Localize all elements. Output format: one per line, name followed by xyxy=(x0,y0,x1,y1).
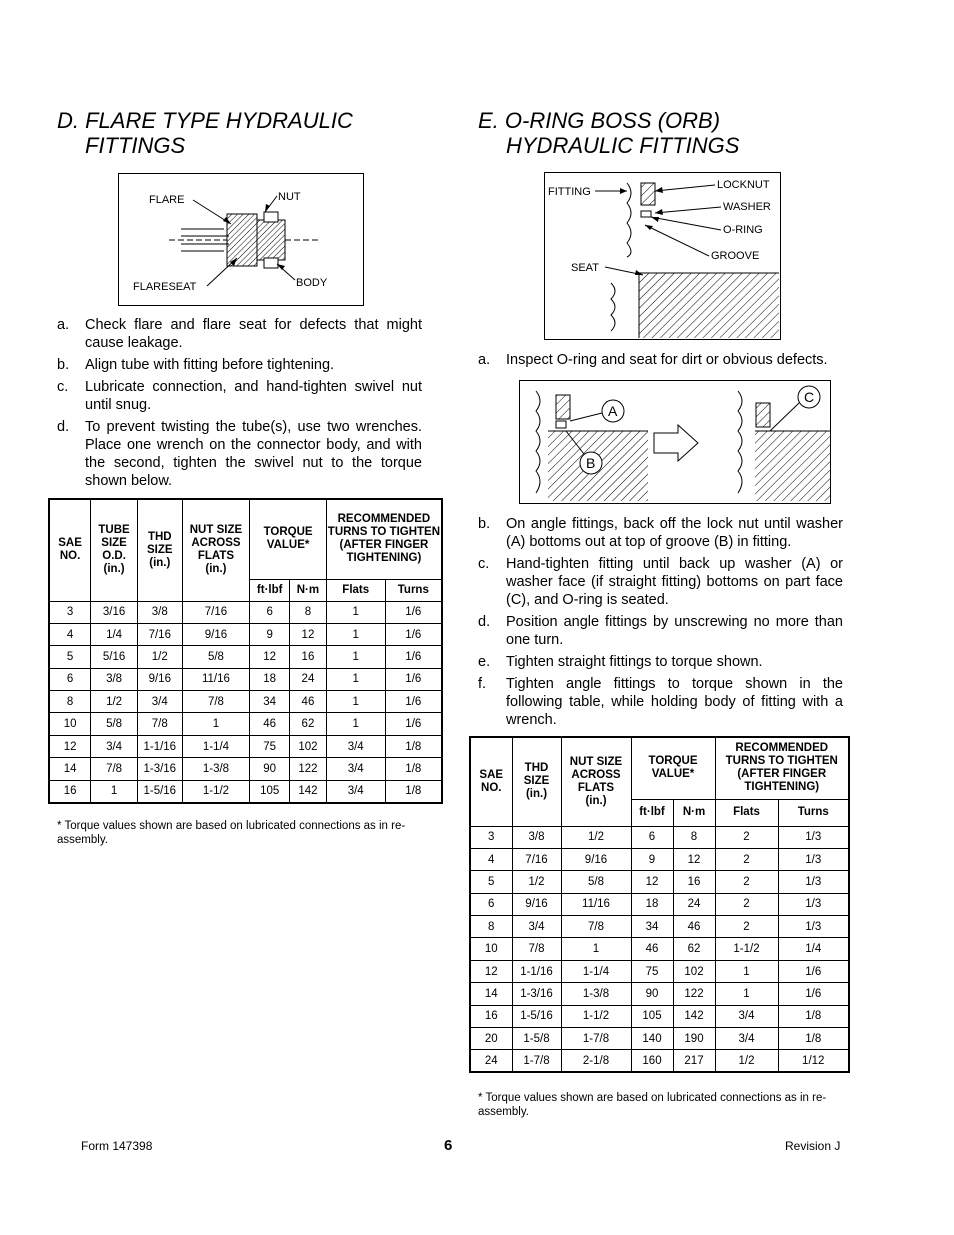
table-cell: 75 xyxy=(250,735,290,757)
table-cell: 2 xyxy=(715,871,778,893)
table-cell: 142 xyxy=(290,780,327,802)
table-cell: 122 xyxy=(290,758,327,780)
table-row xyxy=(470,893,849,915)
table-cell: 1-5/16 xyxy=(512,1005,561,1027)
table-cell: 1/8 xyxy=(385,780,442,802)
table-cell: 1/3 xyxy=(778,871,849,893)
table-row xyxy=(49,780,442,802)
table-cell: 105 xyxy=(631,1005,673,1027)
table-cell: 12 xyxy=(290,623,327,645)
table-cell: 8 xyxy=(673,826,715,848)
col-header-ftlbf: ft·lbf xyxy=(631,799,673,826)
table-cell: 1/6 xyxy=(385,623,442,645)
table-row xyxy=(49,646,442,668)
table-cell: 18 xyxy=(250,668,290,690)
table-cell: 1/2 xyxy=(91,691,138,713)
table-cell: 1/3 xyxy=(778,826,849,848)
col-header-nm: N·m xyxy=(673,799,715,826)
table-cell: 1 xyxy=(326,713,385,735)
col-header-tube: TUBE SIZE O.D. (in.) xyxy=(91,499,138,601)
table-cell: 7/8 xyxy=(91,758,138,780)
revision: Revision J xyxy=(785,1139,841,1153)
table-cell: 1-3/16 xyxy=(137,758,182,780)
table-row xyxy=(49,691,442,713)
table-cell: 1-3/16 xyxy=(512,983,561,1005)
table-cell: 7/8 xyxy=(512,938,561,960)
table-row xyxy=(470,983,849,1005)
table-cell: 46 xyxy=(631,938,673,960)
col-header-turns-sub: Turns xyxy=(385,579,442,601)
list-item: d. Position angle fittings by unscrewing no more than one turn. xyxy=(478,614,843,648)
table-cell: 12 xyxy=(49,735,91,757)
section-d-title: D. FLARE TYPE HYDRAULIC FITTINGS xyxy=(57,108,353,158)
nut-label: NUT xyxy=(278,191,301,203)
col-header-turns: RECOMMENDED TURNS TO TIGHTEN (AFTER FINGER TIGHTENING) xyxy=(326,499,442,579)
table-cell: 1/4 xyxy=(778,938,849,960)
callout-b: B xyxy=(586,455,596,471)
table-cell: 1-1/4 xyxy=(561,960,631,982)
table-cell: 3/4 xyxy=(715,1028,778,1050)
table-row xyxy=(49,623,442,645)
table-cell: 46 xyxy=(673,916,715,938)
table-cell: 10 xyxy=(470,938,512,960)
table-cell: 1/8 xyxy=(778,1028,849,1050)
table-cell: 1/3 xyxy=(778,916,849,938)
section-d-footnote: * Torque values shown are based on lubricated connections as in re-assembly. xyxy=(57,820,406,846)
table-cell: 14 xyxy=(49,758,91,780)
table-cell: 3 xyxy=(49,601,91,623)
table-cell: 1/2 xyxy=(561,826,631,848)
table-cell: 1-5/16 xyxy=(137,780,182,802)
table-cell: 62 xyxy=(673,938,715,960)
table-cell: 4 xyxy=(49,623,91,645)
table-cell: 102 xyxy=(290,735,327,757)
col-header-flats: Flats xyxy=(715,799,778,826)
table-cell: 6 xyxy=(631,826,673,848)
table-cell: 1-1/2 xyxy=(182,780,250,802)
table-cell: 12 xyxy=(631,871,673,893)
section-e-footnote: * Torque values shown are based on lubricated connections as in re-assembly. xyxy=(478,1092,827,1118)
col-header-thd: THD SIZE (in.) xyxy=(512,737,561,826)
table-cell: 90 xyxy=(631,983,673,1005)
table-cell: 5/8 xyxy=(182,646,250,668)
table-cell: 217 xyxy=(673,1050,715,1072)
col-header-nut: NUT SIZE ACROSS FLATS (in.) xyxy=(182,499,250,601)
list-item: a. Check flare and flare seat for defects that might cause leakage. xyxy=(57,317,422,351)
section-e-title: E. O-RING BOSS (ORB) HYDRAULIC FITTINGS xyxy=(478,108,740,158)
table-row xyxy=(470,916,849,938)
table-cell: 6 xyxy=(470,893,512,915)
table-cell: 3/8 xyxy=(137,601,182,623)
list-item: b. Align tube with fitting before tightening. xyxy=(57,357,335,373)
table-row xyxy=(470,826,849,848)
table-cell: 1/6 xyxy=(385,646,442,668)
table-cell: 12 xyxy=(470,960,512,982)
groove-label: GROOVE xyxy=(711,250,760,262)
table-cell: 8 xyxy=(49,691,91,713)
page-number: 6 xyxy=(444,1137,453,1154)
table-cell: 14 xyxy=(470,983,512,1005)
table-cell: 1-1/16 xyxy=(512,960,561,982)
table-cell: 190 xyxy=(673,1028,715,1050)
flare-torque-table xyxy=(48,498,443,804)
table-cell: 1 xyxy=(326,601,385,623)
table-cell: 46 xyxy=(250,713,290,735)
seat-label: SEAT xyxy=(571,262,599,274)
table-cell: 1-1/2 xyxy=(561,1005,631,1027)
table-cell: 1 xyxy=(326,691,385,713)
section-e-step-a xyxy=(478,351,843,373)
table-cell: 2 xyxy=(715,916,778,938)
table-cell: 18 xyxy=(631,893,673,915)
table-cell: 5/8 xyxy=(561,871,631,893)
table-cell: 102 xyxy=(673,960,715,982)
table-cell: 2 xyxy=(715,826,778,848)
orb-torque-table xyxy=(469,736,850,1073)
table-cell: 1/6 xyxy=(385,713,442,735)
table-cell: 3/8 xyxy=(91,668,138,690)
form-number: Form 147398 xyxy=(81,1139,153,1153)
table-cell: 122 xyxy=(673,983,715,1005)
table-cell: 16 xyxy=(290,646,327,668)
table-cell: 1 xyxy=(715,983,778,1005)
table-cell: 24 xyxy=(290,668,327,690)
table-cell: 3/4 xyxy=(512,916,561,938)
table-cell: 16 xyxy=(49,780,91,802)
col-header-turns-sub: Turns xyxy=(778,799,849,826)
list-item: c. Hand-tighten fitting until back up washer (A) or washer face (if straight fitting) bottoms on part face (C), and O-ring is seated. xyxy=(478,556,843,608)
table-cell: 5 xyxy=(470,871,512,893)
table-cell: 1/3 xyxy=(778,893,849,915)
table-cell: 10 xyxy=(49,713,91,735)
table-cell: 5 xyxy=(49,646,91,668)
table-cell: 1/6 xyxy=(778,983,849,1005)
table-cell: 2 xyxy=(715,848,778,870)
table-cell: 142 xyxy=(673,1005,715,1027)
table-cell: 1 xyxy=(715,960,778,982)
table-cell: 8 xyxy=(290,601,327,623)
table-cell: 3 xyxy=(470,826,512,848)
washer-label: WASHER xyxy=(723,201,771,213)
col-header-torque: TORQUE VALUE* xyxy=(631,737,715,799)
table-row xyxy=(49,713,442,735)
table-cell: 1-1/2 xyxy=(715,938,778,960)
table-row xyxy=(470,960,849,982)
body-label: BODY xyxy=(296,277,328,289)
table-cell: 11/16 xyxy=(182,668,250,690)
table-row xyxy=(470,1050,849,1072)
table-row xyxy=(470,871,849,893)
table-cell: 62 xyxy=(290,713,327,735)
orb-seating-diagram xyxy=(519,380,831,504)
table-cell: 1/8 xyxy=(385,735,442,757)
list-item: e. Tighten straight fittings to torque shown. xyxy=(478,654,763,670)
list-item: c. Lubricate connection, and hand-tighten swivel nut until snug. xyxy=(57,379,422,413)
table-row xyxy=(49,758,442,780)
flare-label: FLARE xyxy=(149,194,185,206)
callout-c: C xyxy=(804,389,815,405)
table-cell: 1-1/16 xyxy=(137,735,182,757)
table-cell: 1/6 xyxy=(385,601,442,623)
table-cell: 7/16 xyxy=(512,848,561,870)
locknut-label: LOCKNUT xyxy=(717,179,770,191)
table-cell: 5/8 xyxy=(91,713,138,735)
table-cell: 1 xyxy=(326,623,385,645)
table-cell: 7/8 xyxy=(137,713,182,735)
table-cell: 34 xyxy=(250,691,290,713)
table-cell: 2-1/8 xyxy=(561,1050,631,1072)
flare-fitting-diagram xyxy=(118,173,364,306)
table-cell: 24 xyxy=(673,893,715,915)
table-cell: 1-3/8 xyxy=(182,758,250,780)
flareseat-label: FLARESEAT xyxy=(133,281,197,293)
col-header-nm: N·m xyxy=(290,579,327,601)
table-cell: 7/8 xyxy=(561,916,631,938)
table-cell: 9 xyxy=(250,623,290,645)
table-cell: 5/16 xyxy=(91,646,138,668)
table-cell: 1/8 xyxy=(778,1005,849,1027)
table-cell: 1-5/8 xyxy=(512,1028,561,1050)
table-cell: 1/8 xyxy=(385,758,442,780)
table-cell: 1/12 xyxy=(778,1050,849,1072)
oring-label: O-RING xyxy=(723,224,763,236)
col-header-nut: NUT SIZE ACROSS FLATS (in.) xyxy=(561,737,631,826)
table-cell: 90 xyxy=(250,758,290,780)
table-row xyxy=(470,1005,849,1027)
table-row xyxy=(49,735,442,757)
section-e-steps xyxy=(478,515,843,733)
table-cell: 3/4 xyxy=(91,735,138,757)
table-cell: 1 xyxy=(561,938,631,960)
table-row xyxy=(49,668,442,690)
col-header-turns: RECOMMENDED TURNS TO TIGHTEN (AFTER FINGER TIGHTENING) xyxy=(715,737,849,799)
list-item: a. Inspect O-ring and seat for dirt or obvious defects. xyxy=(478,352,828,368)
table-cell: 1/3 xyxy=(778,848,849,870)
table-cell: 1/2 xyxy=(137,646,182,668)
table-cell: 1 xyxy=(182,713,250,735)
table-cell: 34 xyxy=(631,916,673,938)
callout-a: A xyxy=(608,403,618,419)
list-item: b. On angle fittings, back off the lock nut until washer (A) bottoms out at top of groove (B) in fitting. xyxy=(478,516,843,550)
table-cell: 2 xyxy=(715,893,778,915)
table-cell: 105 xyxy=(250,780,290,802)
table-cell: 1/2 xyxy=(715,1050,778,1072)
table-cell: 12 xyxy=(673,848,715,870)
col-header-flats: Flats xyxy=(326,579,385,601)
fitting-label: FITTING xyxy=(548,186,591,198)
table-cell: 20 xyxy=(470,1028,512,1050)
table-cell: 1-7/8 xyxy=(561,1028,631,1050)
table-cell: 1-7/8 xyxy=(512,1050,561,1072)
table-cell: 24 xyxy=(470,1050,512,1072)
col-header-ftlbf: ft·lbf xyxy=(250,579,290,601)
table-cell: 1 xyxy=(326,646,385,668)
table-cell: 1/2 xyxy=(512,871,561,893)
table-cell: 3/4 xyxy=(326,758,385,780)
table-cell: 1-1/4 xyxy=(182,735,250,757)
table-cell: 1 xyxy=(326,668,385,690)
table-cell: 3/8 xyxy=(512,826,561,848)
table-cell: 9/16 xyxy=(512,893,561,915)
table-row xyxy=(470,1028,849,1050)
list-item: f. Tighten angle fittings to torque shown in the following table, while holding body of fitting with a wrench. xyxy=(478,676,843,728)
table-cell: 8 xyxy=(470,916,512,938)
orb-fitting-diagram xyxy=(544,172,781,340)
table-cell: 7/8 xyxy=(182,691,250,713)
table-cell: 1 xyxy=(91,780,138,802)
table-row xyxy=(470,938,849,960)
table-row xyxy=(470,848,849,870)
table-cell: 46 xyxy=(290,691,327,713)
table-cell: 75 xyxy=(631,960,673,982)
table-cell: 1-3/8 xyxy=(561,983,631,1005)
table-cell: 9 xyxy=(631,848,673,870)
table-cell: 3/4 xyxy=(326,780,385,802)
table-cell: 3/4 xyxy=(326,735,385,757)
table-cell: 4 xyxy=(470,848,512,870)
table-cell: 160 xyxy=(631,1050,673,1072)
table-cell: 3/4 xyxy=(137,691,182,713)
col-header-thd: THD SIZE (in.) xyxy=(137,499,182,601)
table-cell: 3/4 xyxy=(715,1005,778,1027)
table-cell: 12 xyxy=(250,646,290,668)
list-item: d. To prevent twisting the tube(s), use two wrenches. Place one wrench on the connector body, and with the second, tighten the swivel nut to the torque shown below. xyxy=(57,419,422,489)
table-cell: 9/16 xyxy=(137,668,182,690)
table-cell: 1/4 xyxy=(91,623,138,645)
table-row xyxy=(49,601,442,623)
table-cell: 6 xyxy=(250,601,290,623)
table-cell: 9/16 xyxy=(561,848,631,870)
col-header-sae: SAE NO. xyxy=(470,737,512,826)
table-cell: 1/6 xyxy=(778,960,849,982)
table-cell: 7/16 xyxy=(182,601,250,623)
table-cell: 9/16 xyxy=(182,623,250,645)
table-cell: 1/6 xyxy=(385,668,442,690)
section-d-steps xyxy=(57,316,422,494)
table-cell: 16 xyxy=(673,871,715,893)
table-cell: 3/16 xyxy=(91,601,138,623)
table-cell: 140 xyxy=(631,1028,673,1050)
table-cell: 11/16 xyxy=(561,893,631,915)
table-cell: 6 xyxy=(49,668,91,690)
table-cell: 1/6 xyxy=(385,691,442,713)
table-cell: 7/16 xyxy=(137,623,182,645)
col-header-torque: TORQUE VALUE* xyxy=(250,499,327,579)
col-header-sae: SAE NO. xyxy=(49,499,91,601)
table-cell: 16 xyxy=(470,1005,512,1027)
